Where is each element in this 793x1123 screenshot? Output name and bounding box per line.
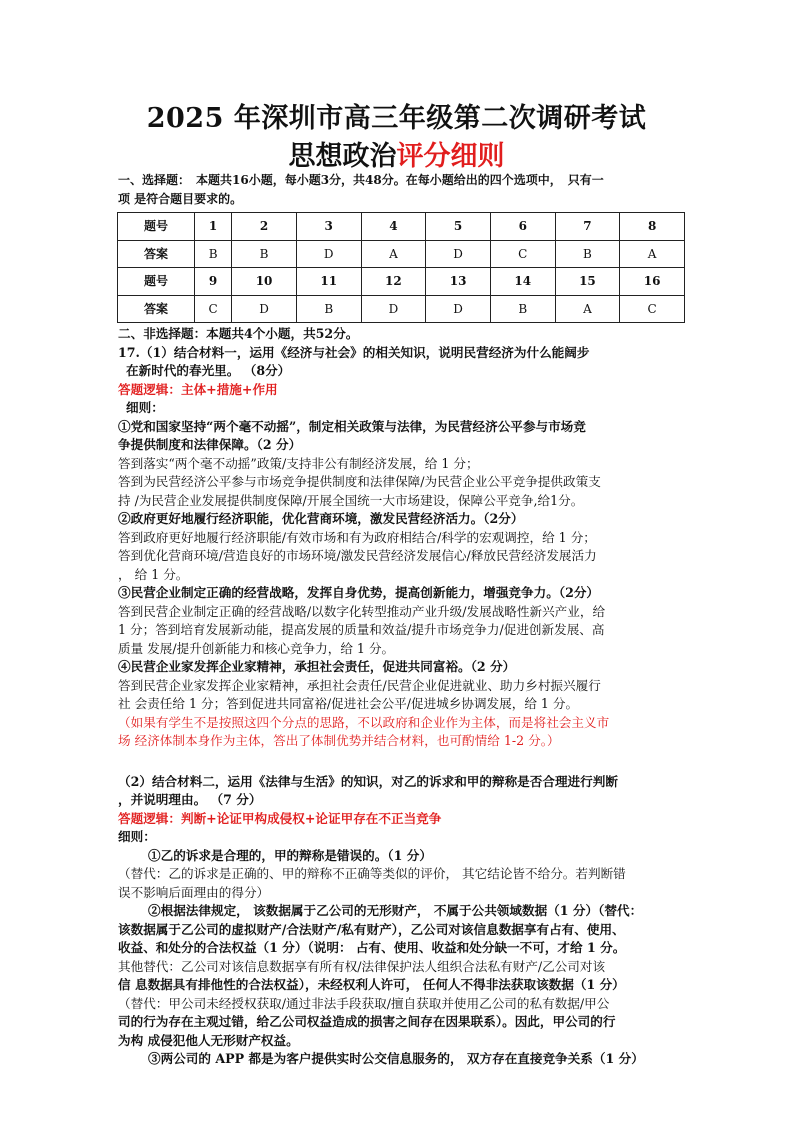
question-number: 12 (361, 268, 426, 296)
point-s2-line3: 收益、和处分的合法权益（1 分）（说明： 占有、使用、收益和处分缺一不可，才给 1 分。 (118, 940, 626, 955)
rules-label-1: 细则： (126, 400, 164, 415)
point4-title: ④民营企业家发挥企业家精神，承担社会责任，促进共同富裕。（2 分） (118, 659, 516, 674)
answer-table-row-numbers-2 (118, 268, 685, 296)
answer-logic-1: 答题逻辑：主体+措施+作用 (118, 381, 278, 397)
point2-rule-line1: 答到政府更好地履行经济职能/有效市场和有为政府相结合/科学的宏观调控，给 1 分； (118, 529, 596, 545)
q17-1-prompt-line2: 在新时代的春光里。 （8分） (126, 363, 291, 378)
answer-table (117, 212, 685, 323)
point-s2-line4: 其他替代：乙公司对该信息数据享有所有权/法律保护法人组织合法私有财产/乙公司对该 (118, 958, 606, 974)
spacer (118, 751, 683, 773)
row-label-question-number: 题号 (118, 268, 195, 296)
question-number: 15 (555, 268, 620, 296)
answer-letter: C (620, 295, 685, 323)
point1-title-line2: 争提供制度和法律保障。（2 分） (118, 437, 302, 452)
point3-rule-line2: 1 分；答到培育发展新动能，提高发展的质量和效益/提升市场竞争力/促进创新发展、高 (118, 622, 605, 637)
point1-rule-line1: 答到落实“两个毫不动摇”政策/支持非公有制经济发展，给 1 分； (118, 455, 479, 471)
answer-letter: D (232, 295, 297, 323)
point4-rule-line1: 答到民营企业家发挥企业家精神，承担社会责任/民营企业促进就业、助力乡村振兴履行 (118, 677, 601, 693)
point3-rule-line1: 答到民营企业制定正确的经营战略/以数字化转型推动产业升级/发展战略性新兴产业，给 (118, 603, 606, 619)
answer-letter: A (620, 240, 685, 268)
row-label-answer: 答案 (118, 240, 195, 268)
point-s2-line5: 信 息数据具有排他性的合法权益），未经权利人许可， 任何人不得非法获取该数据（1 分） (118, 977, 625, 992)
question-number: 13 (426, 268, 491, 296)
point-s2-line2: 该数据属于乙公司的虚拟财产/合法财产/私有财产），乙公司对该信息数据享有占有、使用、 (118, 921, 625, 937)
document-subtitle (0, 134, 793, 173)
question-number: 6 (490, 213, 555, 241)
question-number: 5 (426, 213, 491, 241)
point-s2-line1: ②根据法律规定， 该数据属于乙公司的无形财产， 不属于公共领域数据（1 分）（替代： (148, 903, 643, 918)
point3-rule-line3: 质量 发展/提升创新能力和核心竞争力，给 1 分。 (118, 640, 395, 656)
answer-table-row-answers-1 (118, 240, 685, 268)
answer-letter: D (296, 240, 361, 268)
q17-2-prompt-line1: （2）结合材料二，运用《法律与生活》的知识，对乙的诉求和甲的辩称是否合理进行判断 (118, 773, 618, 789)
section1-intro-line2: 项 是符合题目要求的。 (118, 191, 243, 206)
question-number: 4 (361, 213, 426, 241)
question-number: 3 (296, 213, 361, 241)
row-label-answer: 答案 (118, 295, 195, 323)
question-number: 14 (490, 268, 555, 296)
answer-letter: C (195, 295, 232, 323)
point-s2-line7: 司的行为存在主观过错，给乙公司权益造成的损害之间存在因果联系）。因此，甲公司的行 (118, 1014, 616, 1029)
section2-intro: 二、非选择题：本题共4个小题，共52分。 (118, 326, 359, 341)
question-number: 16 (620, 268, 685, 296)
point1-title-line1: ①党和国家坚持“两个毫不动摇”，制定相关政策与法律，为民营经济公平参与市场竞 (118, 418, 586, 434)
point-s3-line1: ③两公司的 APP 都是为客户提供实时公交信息服务的， 双方存在直接竞争关系（1 分） (148, 1051, 644, 1066)
rules-label-2: 细则： (118, 829, 156, 844)
point2-rule-line2: 答到优化营商环境/营造良好的市场环境/激发民营经济发展信心/释放民营经济发展活力 (118, 548, 597, 563)
point-s1-title: ①乙的诉求是合理的，甲的辩称是错误的。（1 分） (148, 847, 432, 863)
note1-line2: 场 经济体制本身作为主体，答出了体制优势并结合材料，也可酌情给 1-2 分。） (118, 733, 560, 748)
question-number: 11 (296, 268, 361, 296)
answer-letter: C (490, 240, 555, 268)
point2-rule-line3: ， 给 1 分。 (118, 566, 189, 582)
answer-letter: A (555, 295, 620, 323)
answer-table-row-answers-2 (118, 295, 685, 323)
point-s1-rule-line1: （替代：乙的诉求是正确的、甲的辩称不正确等类似的评价， 其它结论皆不给分。若判断错 (118, 866, 626, 881)
subtitle-subject: 思想政治 (288, 141, 397, 172)
point-s2-line6: （替代：甲公司未经授权获取/通过非法手段获取/擅自获取并使用乙公司的私有数据/甲公 (118, 995, 610, 1011)
point1-rule-line3: 持 /为民营企业发展提供制度保障/开展全国统一大市场建设，保障公平竞争,给1分。 (118, 492, 584, 508)
answer-logic-2: 答题逻辑：判断+论证甲构成侵权+论证甲存在不正当竞争 (118, 810, 442, 826)
point3-title: ③民营企业制定正确的经营战略，发挥自身优势，提高创新能力，增强竞争力。（2分） (118, 585, 600, 600)
answer-letter: B (195, 240, 232, 268)
question-number: 10 (232, 268, 297, 296)
q17-2-prompt-line2: ，并说明理由。 （7 分） (118, 792, 262, 807)
row-label-question-number: 题号 (118, 213, 195, 241)
answer-table-row-numbers-1 (118, 213, 685, 241)
point1-rule-line2: 答到为民营经济公平参与市场竞争提供制度和法律保障/为民营企业公平竞争提供政策支 (118, 474, 601, 489)
point-s1-rule-line2: 误不影响后面理由的得分） (118, 884, 270, 900)
question-number: 1 (195, 213, 232, 241)
answer-letter: D (426, 295, 491, 323)
answer-letter: D (426, 240, 491, 268)
question-number: 2 (232, 213, 297, 241)
q17-1-prompt-line1: 17.（1）结合材料一，运用《经济与社会》的相关知识，说明民营经济为什么能阔步 (118, 344, 590, 360)
answer-letter: A (361, 240, 426, 268)
point-s2-line8: 为构 成侵犯他人无形财产权益。 (118, 1032, 299, 1048)
point2-title: ②政府更好地履行经济职能，优化营商环境，激发民营经济活力。（2分） (118, 511, 524, 526)
answer-letter: D (361, 295, 426, 323)
document-title: 2025 年深圳市高三年级第二次调研考试 (146, 103, 647, 134)
answer-letter: B (232, 240, 297, 268)
question-number: 7 (555, 213, 620, 241)
note1-line1: （如果有学生不是按照这四个分点的思路，不以政府和企业作为主体，而是将社会主义市 (118, 714, 610, 730)
question-number: 8 (620, 213, 685, 241)
document-body (118, 171, 683, 1069)
answer-letter: B (490, 295, 555, 323)
answer-letter: B (296, 295, 361, 323)
question-number: 9 (195, 268, 232, 296)
subtitle-scoring-rules: 评分细则 (396, 141, 505, 172)
point4-rule-line2: 社 会责任给 1 分；答到促进共同富裕/促进社会公平/促进城乡协调发展，给 1 分。 (118, 696, 579, 711)
answer-letter: B (555, 240, 620, 268)
section1-intro-line1: 一、选择题： 本题共16小题，每小题3分，共48分。在每小题给出的四个选项中， 只有一 (118, 173, 604, 187)
